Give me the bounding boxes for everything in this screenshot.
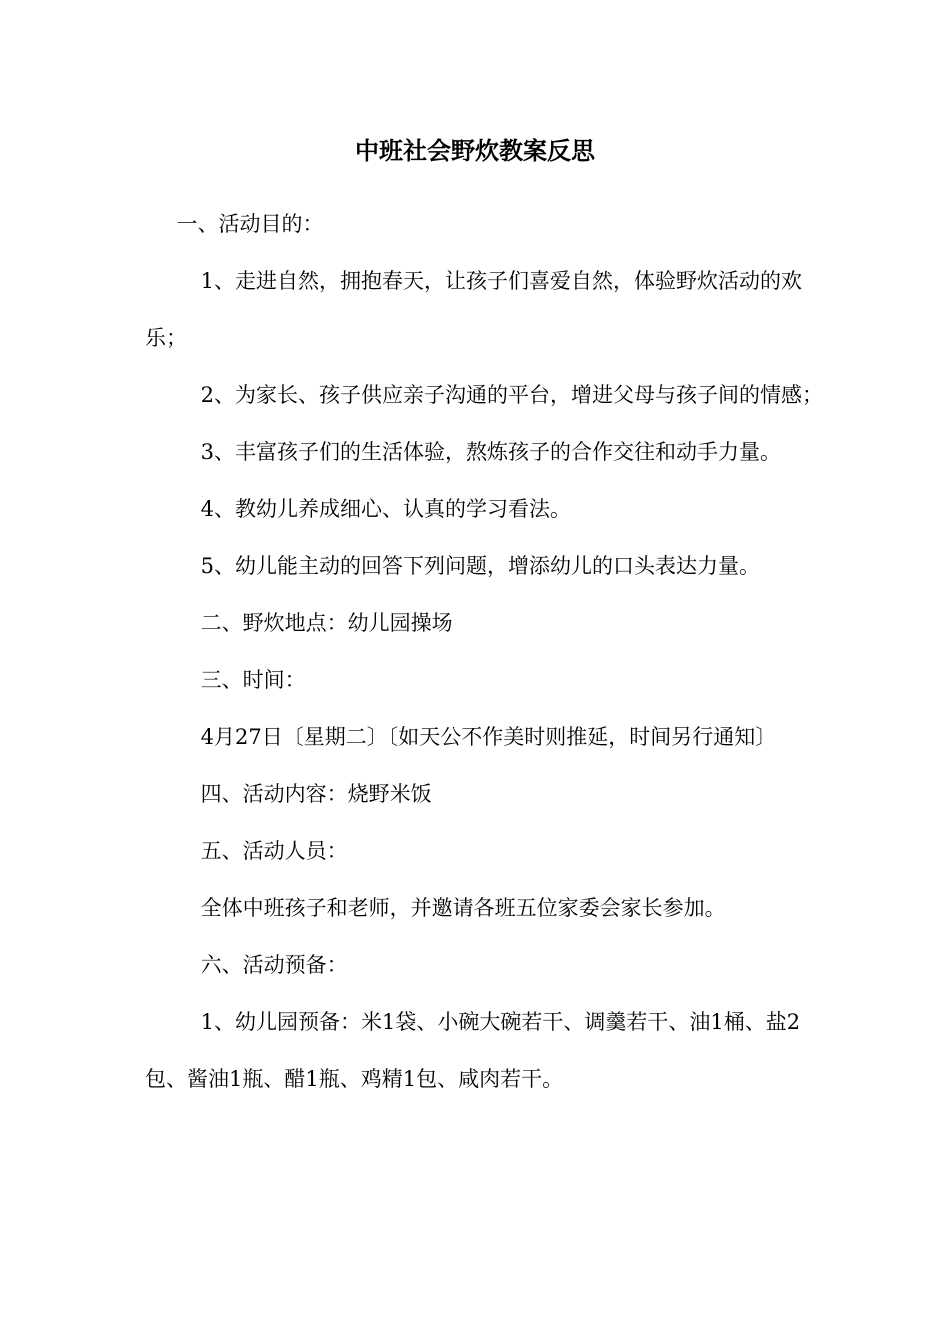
- document-body: [145, 196, 825, 1108]
- people-detail: 全体中班孩子和老师，并邀请各班五位家委会家长参加。: [200, 896, 726, 920]
- section-heading-time: 三、时间：: [200, 668, 306, 692]
- goal-item-4: 4、教幼儿养成细心、认真的学习看法。: [200, 497, 571, 521]
- goal-item-5: 5、幼儿能主动的回答下列问题，增添幼儿的口头表达力量。: [200, 554, 760, 578]
- preparation-item-1: 1、幼儿园预备：米1袋、小碗大碗若干、调羹若干、油1桶、盐2包、酱油1瓶、醋1瓶、鸡精1包、咸肉若干。: [145, 1010, 801, 1091]
- section-heading-content: 四、活动内容：烧野米饭: [200, 782, 432, 806]
- document-title: 中班社会野炊教案反思: [355, 136, 595, 165]
- time-detail: 4月27日〔星期二〕〔如天公不作美时则推延，时间另行通知〕: [200, 725, 777, 749]
- goal-item-1: 1、走进自然，拥抱春天，让孩子们喜爱自然，体验野炊活动的欢乐；: [145, 269, 802, 350]
- section-heading-people: 五、活动人员：: [200, 839, 348, 863]
- section-heading-location: 二、野炊地点：幼儿园操场: [200, 611, 453, 635]
- goal-item-3: 3、丰富孩子们的生活体验，熬炼孩子的合作交往和动手力量。: [200, 440, 781, 464]
- section-heading-preparation: 六、活动预备：: [200, 953, 348, 977]
- goal-item-2: 2、为家长、孩子供应亲子沟通的平台，增进父母与孩子间的情感；: [200, 383, 823, 407]
- section-heading-goals: 一、活动目的：: [176, 212, 324, 236]
